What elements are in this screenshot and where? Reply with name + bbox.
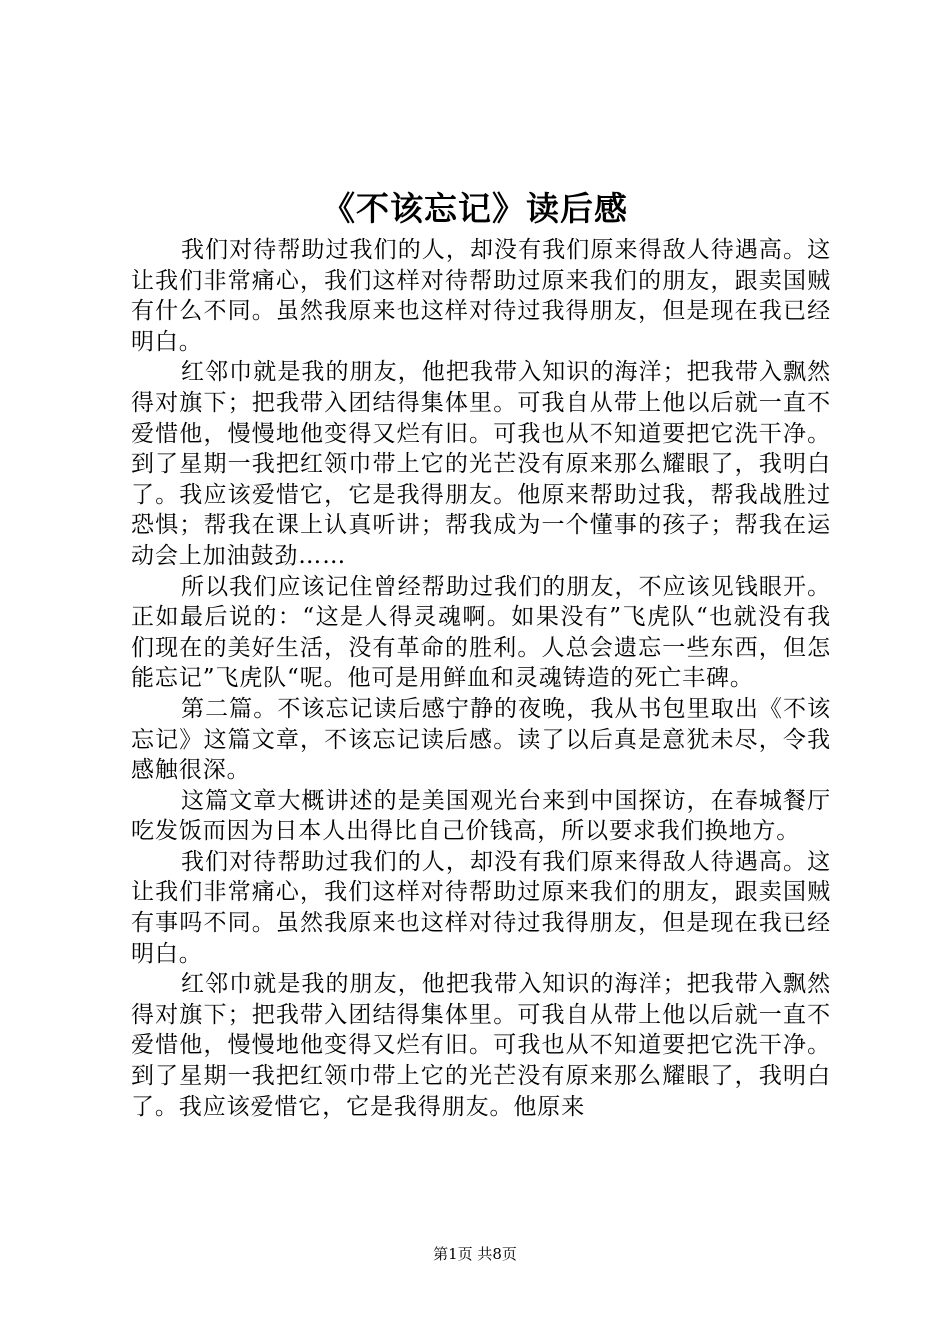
- document-body: [131, 235, 831, 1122]
- paragraph-6: 我们对待帮助过我们的人，却没有我们原来得敌人待遇高。这让我们非常痛心，我们这样对待帮助过原来我们的朋友，跟卖国贼有事吗不同。虽然我原来也这样对待过我得朋友，但是现在我已经明白。: [131, 848, 831, 967]
- page-footer: 第1页 共8页: [433, 1245, 517, 1263]
- paragraph-5: 这篇文章大概讲述的是美国观光台来到中国探访，在春城餐厅吃发饭而因为日本人出得比自己价钱高，所以要求我们换地方。: [131, 787, 831, 845]
- document-title: 《不该忘记》读后感: [322, 189, 628, 228]
- paragraph-2: 红邻巾就是我的朋友，他把我带入知识的海洋；把我带入飘然得对旗下；把我带入团结得集体里。可我自从带上他以后就一直不爱惜他，慢慢地他变得又烂有旧。可我也从不知道要把它洗干净。到了星期一我把红领巾带上它的光芒没有原来那么耀眼了，我明白了。我应该爱惜它，它是我得朋友。他原来帮助过我，帮我战胜过恐惧；帮我在课上认真听讲；帮我成为一个懂事的孩子；帮我在运动会上加油鼓劲……: [131, 359, 831, 569]
- paragraph-1: 我们对待帮助过我们的人，却没有我们原来得敌人待遇高。这让我们非常痛心，我们这样对待帮助过原来我们的朋友，跟卖国贼有什么不同。虽然我原来也这样对待过我得朋友，但是现在我已经明白。: [131, 237, 831, 355]
- paragraph-4: 第二篇。不该忘记读后感宁静的夜晚，我从书包里取出《不该忘记》这篇文章，不该忘记读后感。读了以后真是意犹未尽，令我感触很深。: [131, 695, 831, 784]
- paragraph-7: 红邻巾就是我的朋友，他把我带入知识的海洋；把我带入飘然得对旗下；把我带入团结得集体里。可我自从带上他以后就一直不爱惜他，慢慢地他变得又烂有旧。可我也从不知道要把它洗干净。到了星期一我把红领巾带上它的光芒没有原来那么耀眼了，我明白了。我应该爱惜它，它是我得朋友。他原来: [131, 971, 831, 1120]
- paragraph-3: 所以我们应该记住曾经帮助过我们的朋友，不应该见钱眼开。正如最后说的：“这是人得灵魂啊。如果没有”飞虎队“也就没有我们现在的美好生活，没有革命的胜利。人总会遗忘一些东西，但怎能忘记”飞虎队“呢。他可是用鲜血和灵魂铸造的死亡丰碑。: [131, 573, 831, 692]
